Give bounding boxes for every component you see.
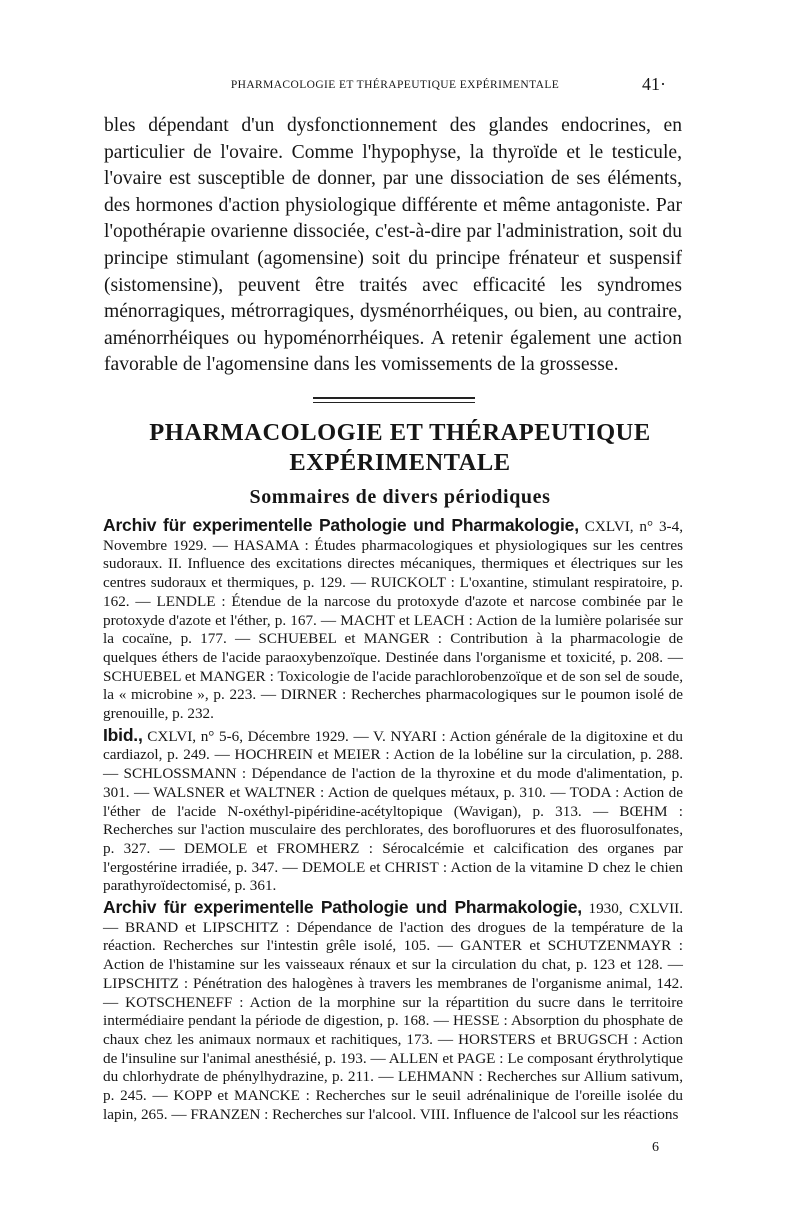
printer-signature-mark: 6 — [652, 1140, 659, 1155]
entry-text: CXLVI, n° 5-6, Décembre 1929. — V. NYARI : Action générale de la digitoxine et du cardiazol, p. 249. — HOCHREIN et MEIER : Action de la lobéline sur la circulation, p. 288. — SCHLOSSMANN : Dépendance de l'action de la thyroxine et du mode d'alimentation, p. 301. — WALSNER et WALTNER : Action de quelques métaux, p. 310. — TODA : Action de l'éther de l'acide N-oxéthyl-pipéridine-acétyltopique (Wavigan), p. 313. — BŒHM : Recherches sur l'action musculaire des perchlorates, des borofluorures et des fluorosulfonates, p. 327. — DEMOLE et FROMHERZ : Sérocalcémie et calcification des organes par l'ergostérine irradiée, p. 347. — DEMOLE et CHRIST : Action de la vitamine D chez le chien parathyroïdectomisé, p. 361. — [103, 727, 683, 895]
running-header: PHARMACOLOGIE ET THÉRAPEUTIQUE EXPÉRIMENTALE — [230, 79, 560, 91]
page-number: 41· — [642, 74, 666, 94]
intro-paragraph: bles dépendant d'un dysfonctionnement des glandes endocrines, en particulier de l'ovaire. Comme l'hypophyse, la thyroïde et le testicule, l'ovaire est susceptible de donner, par une dissociation de ses éléments, des hormones d'action physiologique différente et même antagoniste. Par l'opothérapie ovarienne dissociée, c'est-à-dire par l'administration, soit du principe stimulant (agomensine) soit du principe frénateur et suspensif (sistomensine), peuvent être traités avec efficacité les syndromes ménorragiques, métrorragiques, dysménorrhéiques, ou bien, au contraire, aménorrhéiques ou hypoménorrhéiques. A retenir également une action favorable de l'agomensine dans les vomissements de la grossesse. — [104, 115, 682, 376]
section-divider-thin — [313, 402, 475, 403]
subsection-title: Sommaires de divers périodiques — [249, 486, 551, 508]
periodical-entry — [103, 726, 683, 896]
entry-text: CXLVI, n° 3-4, Novembre 1929. — HASAMA : Études pharmacologiques et physiologiques sur les centres sudoraux. II. Influence des excitations directes mécaniques, thermiques et électriques sur les centres sudoraux et thermiques, p. 129. — RUICKOLT : L'oxantine, stimulant respiratoire, p. 162. — LENDLE : Étendue de la narcose du protoxyde d'azote et narcose combinée par le protoxyde d'azote et l'éther, p. 167. — MACHT et LEACH : Action de la lumière polarisée sur la cocaïne, p. 177. — SCHUEBEL et MANGER : Contribution à la pharmacologie de quelques éthers de l'acide paraoxybenzoïque. Destinée dans l'organisme et toxicité, p. 208. — SCHUEBEL et MANGER : Toxicologie de l'acide parachlorobenzoïque et de son sel de soude, la « microbine », p. 223. — DIRNER : Recherches pharmacologiques sur le poumon isolé de grenouille, p. 232. — [103, 518, 683, 723]
journal-title: Ibid., — [103, 724, 143, 745]
section-divider-thick — [313, 397, 475, 399]
periodicals-list — [103, 516, 683, 1127]
intro-paragraph-block — [104, 113, 682, 379]
periodical-entry — [103, 516, 683, 724]
section-title — [120, 418, 680, 478]
section-title-line2: EXPÉRIMENTALE — [289, 449, 511, 476]
journal-title: Archiv für experimentelle Pathologie und Pharmakologie, — [103, 897, 582, 918]
journal-title: Archiv für experimentelle Pathologie und Pharmakologie, — [103, 515, 579, 535]
entry-text: 1930, CXLVII. — BRAND et LIPSCHITZ : Dépendance de l'action des drogues de la température de la réaction. Recherches sur l'intestin grêle isolé, 105. — GANTER et SCHUTZENMAYR : Action de l'histamine sur les vaisseaux rénaux et sur la circulation du chat, p. 123 et 128. — LIPSCHITZ : Pénétration des halogènes à travers les membranes de l'organisme animal, 142. — KOTSCHENEFF : Action de la morphine sur la répartition du sucre dans le territoire intermédiaire pendant la période de digestion, p. 168. — HESSE : Absorption du phosphate de chaux chez les animaux normaux et rachitiques, 173. — HORSTERS et BRUGSCH : Action de l'insuline sur l'animal anesthésié, p. 193. — ALLEN et PAGE : Le composant érythrolytique du chlorhydrate de phénylhydrazine, p. 211. — LEHMANN : Recherches sur Allium sativum, p. 245. — KOPP et MANCKE : Recherches sur le seuil adrénalinique de l'oreille isolée du lapin, 265. — FRANZEN : Recherches sur l'alcool. VIII. Influence de l'alcool sur les réactions — [103, 900, 683, 1123]
periodical-entry — [103, 898, 683, 1124]
section-title-line1: PHARMACOLOGIE ET THÉRAPEUTIQUE — [149, 419, 651, 446]
